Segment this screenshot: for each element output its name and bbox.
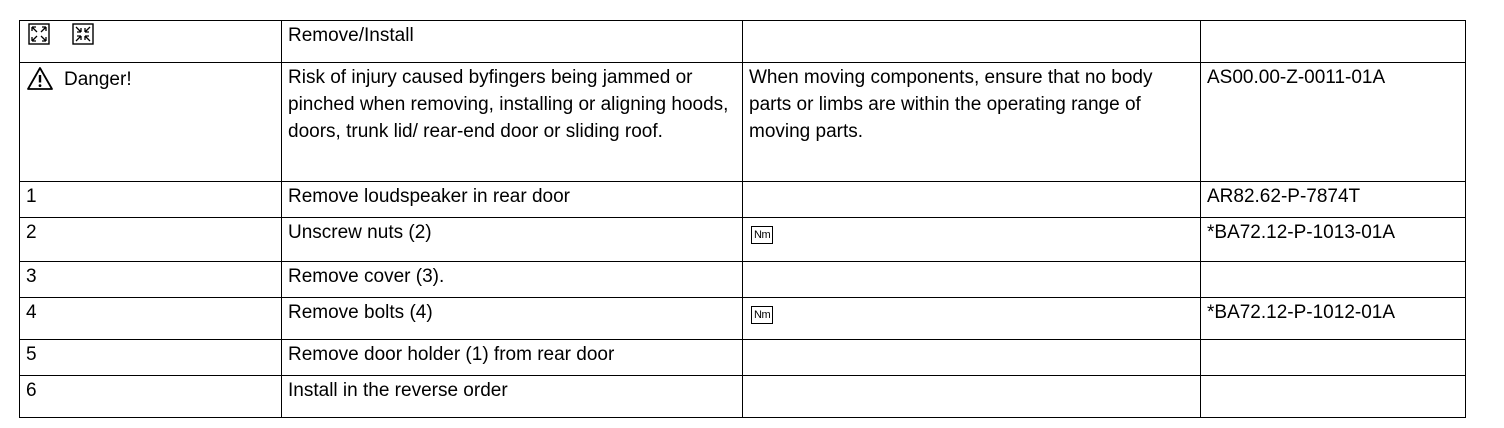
step-action: Remove loudspeaker in rear door <box>282 182 743 218</box>
step-action: Remove bolts (4) <box>282 298 743 340</box>
table-row <box>20 218 1466 262</box>
collapse-icon[interactable] <box>72 23 94 45</box>
warning-triangle-icon <box>26 66 54 92</box>
table-row <box>20 376 1466 418</box>
danger-measure-text: When moving components, ensure that no body parts or limbs are within the operating range of moving parts. <box>749 67 1153 142</box>
header-empty-cell <box>743 21 1201 63</box>
step-reference <box>1201 262 1466 298</box>
danger-risk-text: Risk of injury caused byfingers being jammed or pinched when removing, installing or aligning hoods, doors, trunk lid/ rear-end door or sliding roof. <box>288 67 729 142</box>
step-reference <box>1201 376 1466 418</box>
step-torque-cell <box>743 182 1201 218</box>
step-torque-cell <box>743 262 1201 298</box>
danger-label-cell <box>20 63 282 182</box>
step-torque-cell <box>743 340 1201 376</box>
step-reference <box>1201 340 1466 376</box>
step-action: Remove door holder (1) from rear door <box>282 340 743 376</box>
step-number: 6 <box>20 376 282 418</box>
expand-icon[interactable] <box>28 23 50 45</box>
step-number: 3 <box>20 262 282 298</box>
step-number: 1 <box>20 182 282 218</box>
danger-row <box>20 63 1466 182</box>
step-torque-cell <box>743 218 1201 262</box>
danger-label: Danger! <box>64 69 132 90</box>
step-action: Unscrew nuts (2) <box>282 218 743 262</box>
step-number: 4 <box>20 298 282 340</box>
danger-measure-cell <box>743 63 1201 182</box>
section-title: Remove/Install <box>282 21 743 63</box>
torque-nm-icon[interactable]: Nm <box>751 306 773 324</box>
step-reference[interactable]: AR82.62-P-7874T <box>1201 182 1466 218</box>
step-number: 5 <box>20 340 282 376</box>
step-torque-cell <box>743 298 1201 340</box>
table-row <box>20 182 1466 218</box>
danger-risk-cell <box>282 63 743 182</box>
step-action: Remove cover (3). <box>282 262 743 298</box>
step-reference[interactable]: *BA72.12-P-1012-01A <box>1201 298 1466 340</box>
header-row <box>20 21 1466 63</box>
header-empty-cell <box>1201 21 1466 63</box>
step-action: Install in the reverse order <box>282 376 743 418</box>
procedure-table <box>19 20 1466 418</box>
danger-reference[interactable]: AS00.00-Z-0011-01A <box>1201 63 1466 182</box>
step-torque-cell <box>743 376 1201 418</box>
header-icons-cell <box>20 21 282 63</box>
table-row <box>20 262 1466 298</box>
table-row <box>20 298 1466 340</box>
table-row <box>20 340 1466 376</box>
step-reference[interactable]: *BA72.12-P-1013-01A <box>1201 218 1466 262</box>
step-number: 2 <box>20 218 282 262</box>
torque-nm-icon[interactable]: Nm <box>751 226 773 244</box>
